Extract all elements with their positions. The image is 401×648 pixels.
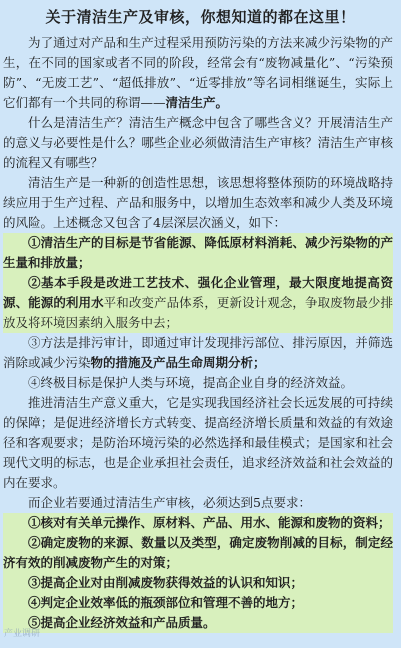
meaning-3-plain: ③方法是排污审计，即通过审计发现排污部位、排污原因，并筛选消除或减少污染 — [3, 335, 393, 370]
meaning-2-rest: 平和改变产品体系，更新设计观念，争取废物最少排放及将环境因素纳入服务中去； — [3, 295, 393, 330]
meaning-1: ①清洁生产的目标是节省能源、降低原材料消耗、减少污染物的产生量和排放量； — [3, 233, 393, 273]
audit-intro: 而企业若要通过清洁生产审核，必须达到5点要求： — [28, 495, 311, 510]
meaning-4: ④终极目标是保护人类与环境，提高企业自身的经济效益。 — [28, 375, 354, 390]
significance-paragraph: 推进清洁生产意义重大，它是实现我国经济社会长远发展的可持续的保障；是促进经济增长方式转变、提高经济增长质量和效益的有效途径和客观要求；是防治环境污染的必然选择和最佳模式；是国家和社会现代文明的标志，也是企业承担社会责任，追求经济效益和社会效益的内在要求。 — [3, 395, 393, 490]
meaning-2-bold: ②基本手段是改进工艺技术、强化企业管理，最大限度地提高资源、能源的利用水 — [3, 275, 393, 310]
article-body — [0, 33, 401, 633]
article-title: 关于清洁生产及审核，你想知道的都在这里！ — [45, 8, 356, 26]
requirement-3: ③提高企业对由削减废物获得效益的认识和知识； — [3, 573, 393, 593]
meaning-2 — [3, 273, 393, 333]
meaning-3 — [3, 333, 393, 373]
intro-highlight: 清洁生产。 — [165, 95, 229, 110]
requirement-5: ⑤提高企业经济效益和产品质量。 — [3, 613, 393, 633]
intro-paragraph — [3, 33, 393, 113]
intro-text: 为了通过对产品和生产过程采用预防污染的方法来减少污染物的产生，在不同的国家或者不同的阶段，经常会有“废物减量化”、“污染预防”、“无废工艺”、“超低排放”、“近零排放”等名词相继诞生，实际上它们都有一个共同的称谓—— — [3, 35, 393, 110]
watermark: 产业调研 — [4, 629, 41, 639]
requirement-4: ④判定企业效率低的瓶颈部位和管理不善的地方； — [3, 593, 393, 613]
requirement-2: ②确定废物的来源、数量以及类型，确定废物削减的目标，制定经济有效的削减废物产生的对策； — [3, 533, 393, 573]
meaning-3-bold: 物的措施及产品生命周期分析； — [90, 355, 266, 370]
definition-paragraph: 清洁生产是一种新的创造性思想，该思想将整体预防的环境战略持续应用于生产过程、产品和服务中，以增加生态效率和减少人类及环境的风险。上述概念又包含了4层深层次涵义，如下： — [3, 175, 393, 230]
requirement-1: ①核对有关单元操作、原材料、产品、用水、能源和废物的资料； — [3, 513, 393, 533]
questions-paragraph: 什么是清洁生产？清洁生产概念中包含了哪些含义？开展清洁生产的意义与必要性是什么？哪些企业必须做清洁生产审核？清洁生产审核的流程又有哪些？ — [3, 115, 393, 170]
